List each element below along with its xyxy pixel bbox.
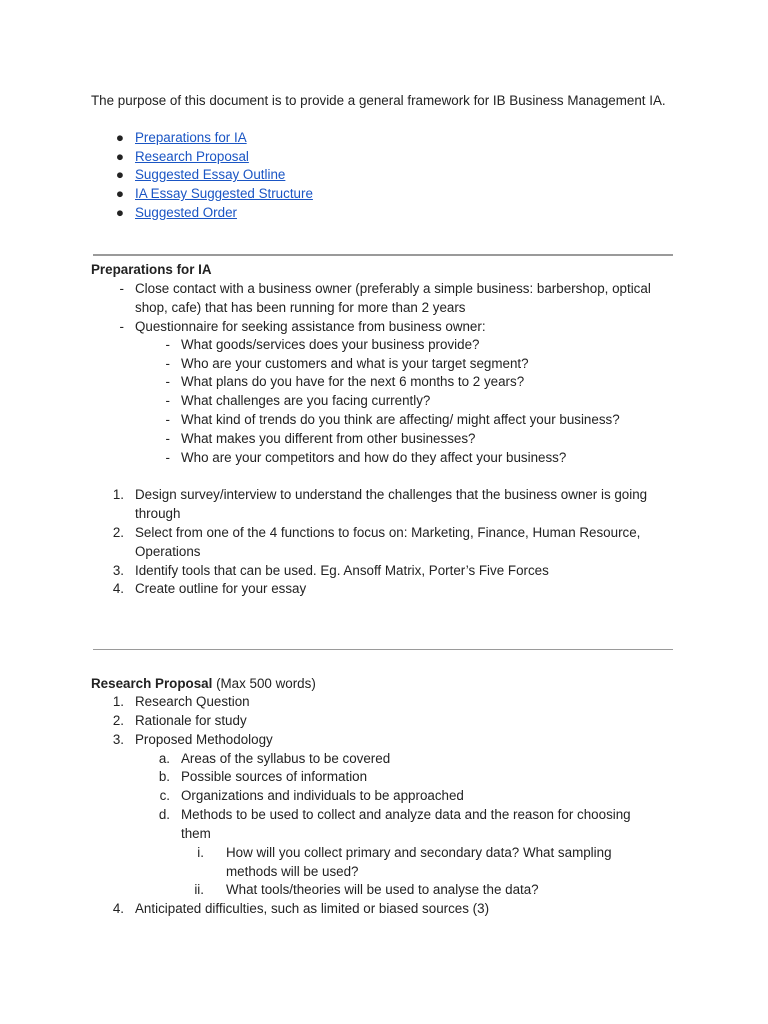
num-marker: 2. (112, 713, 124, 728)
question-item: What plans do you have for the next 6 months to 2 years? (181, 374, 525, 389)
step-item: Create outline for your essay (135, 581, 307, 596)
sub-item: What tools/theories will be used to analyse the data? (226, 882, 539, 897)
toc-link-essay-outline[interactable]: Suggested Essay Outline (135, 167, 286, 182)
alpha-marker: b. (158, 769, 170, 784)
toc-bullet-2: ● (115, 149, 124, 164)
proposal-heading-note: (Max 500 words) (216, 676, 316, 691)
num-marker: 2. (112, 525, 124, 540)
alpha-marker: a. (158, 751, 170, 766)
step-item: Select from one of the 4 functions to focus on: Marketing, Finance, Human Resource, Operations (135, 525, 641, 559)
toc-bullet-4: ● (115, 186, 124, 201)
num-marker: 1. (112, 487, 124, 502)
num-marker: 4. (112, 581, 124, 596)
proposal-item: Rationale for study (135, 713, 247, 728)
step-item: Design survey/interview to understand the challenges that the business owner is going through (135, 487, 648, 521)
dash-marker: - (165, 374, 170, 389)
num-marker: 1. (112, 694, 124, 709)
roman-marker: ii. (194, 882, 204, 897)
toc-bullet-3: ● (115, 167, 124, 182)
num-marker: 3. (112, 732, 124, 747)
toc-link-suggested-order[interactable]: Suggested Order (135, 205, 237, 220)
methodology-item: Areas of the syllabus to be covered (181, 751, 391, 766)
toc-bullet-1: ● (115, 130, 124, 145)
intro-paragraph: The purpose of this document is to provide a general framework for IB Business Management IA. (91, 93, 666, 108)
num-marker: 4. (112, 901, 124, 916)
alpha-marker: c. (159, 788, 170, 803)
proposal-heading: Research Proposal (91, 676, 213, 691)
question-item: What makes you different from other businesses? (181, 431, 476, 446)
roman-marker: i. (197, 845, 204, 860)
preparations-bullet-1: Close contact with a business owner (preferably a simple business: barbershop, optical shop, cafe) that has been running for more than 2 years (135, 281, 651, 315)
dash-marker: - (165, 450, 170, 465)
question-item: What goods/services does your business provide? (181, 337, 480, 352)
toc-link-research-proposal[interactable]: Research Proposal (135, 149, 249, 164)
preparations-heading: Preparations for IA (91, 262, 212, 277)
section-divider (93, 649, 673, 650)
section-divider (93, 254, 673, 256)
dash-marker: - (165, 337, 170, 352)
proposal-item: Research Question (135, 694, 250, 709)
methodology-item: Organizations and individuals to be approached (181, 788, 464, 803)
question-item: Who are your customers and what is your target segment? (181, 356, 529, 371)
alpha-marker: d. (158, 807, 170, 822)
dash-marker: - (165, 412, 170, 427)
num-marker: 3. (112, 563, 124, 578)
preparations-bullet-2: Questionnaire for seeking assistance from business owner: (135, 319, 486, 334)
dash-marker: - (165, 393, 170, 408)
dash-marker: - (119, 281, 124, 296)
methodology-item: Possible sources of information (181, 769, 368, 784)
question-item: Who are your competitors and how do they affect your business? (181, 450, 567, 465)
dash-marker: - (165, 431, 170, 446)
dash-marker: - (119, 319, 124, 334)
dash-marker: - (165, 356, 170, 371)
methodology-item: Methods to be used to collect and analyze data and the reason for choosing them (181, 807, 631, 841)
toc-link-preparations[interactable]: Preparations for IA (135, 130, 247, 145)
question-item: What kind of trends do you think are affecting/ might affect your business? (181, 412, 620, 427)
step-item: Identify tools that can be used. Eg. Ansoff Matrix, Porter’s Five Forces (135, 563, 549, 578)
proposal-item: Anticipated difficulties, such as limited or biased sources (3) (135, 901, 490, 916)
proposal-heading-line (91, 675, 316, 694)
toc-link-essay-structure[interactable]: IA Essay Suggested Structure (135, 186, 313, 201)
question-item: What challenges are you facing currently? (181, 393, 431, 408)
sub-item: How will you collect primary and secondary data? What sampling methods will be used? (226, 845, 612, 879)
proposal-item: Proposed Methodology (135, 732, 273, 747)
toc-bullet-5: ● (115, 205, 124, 220)
